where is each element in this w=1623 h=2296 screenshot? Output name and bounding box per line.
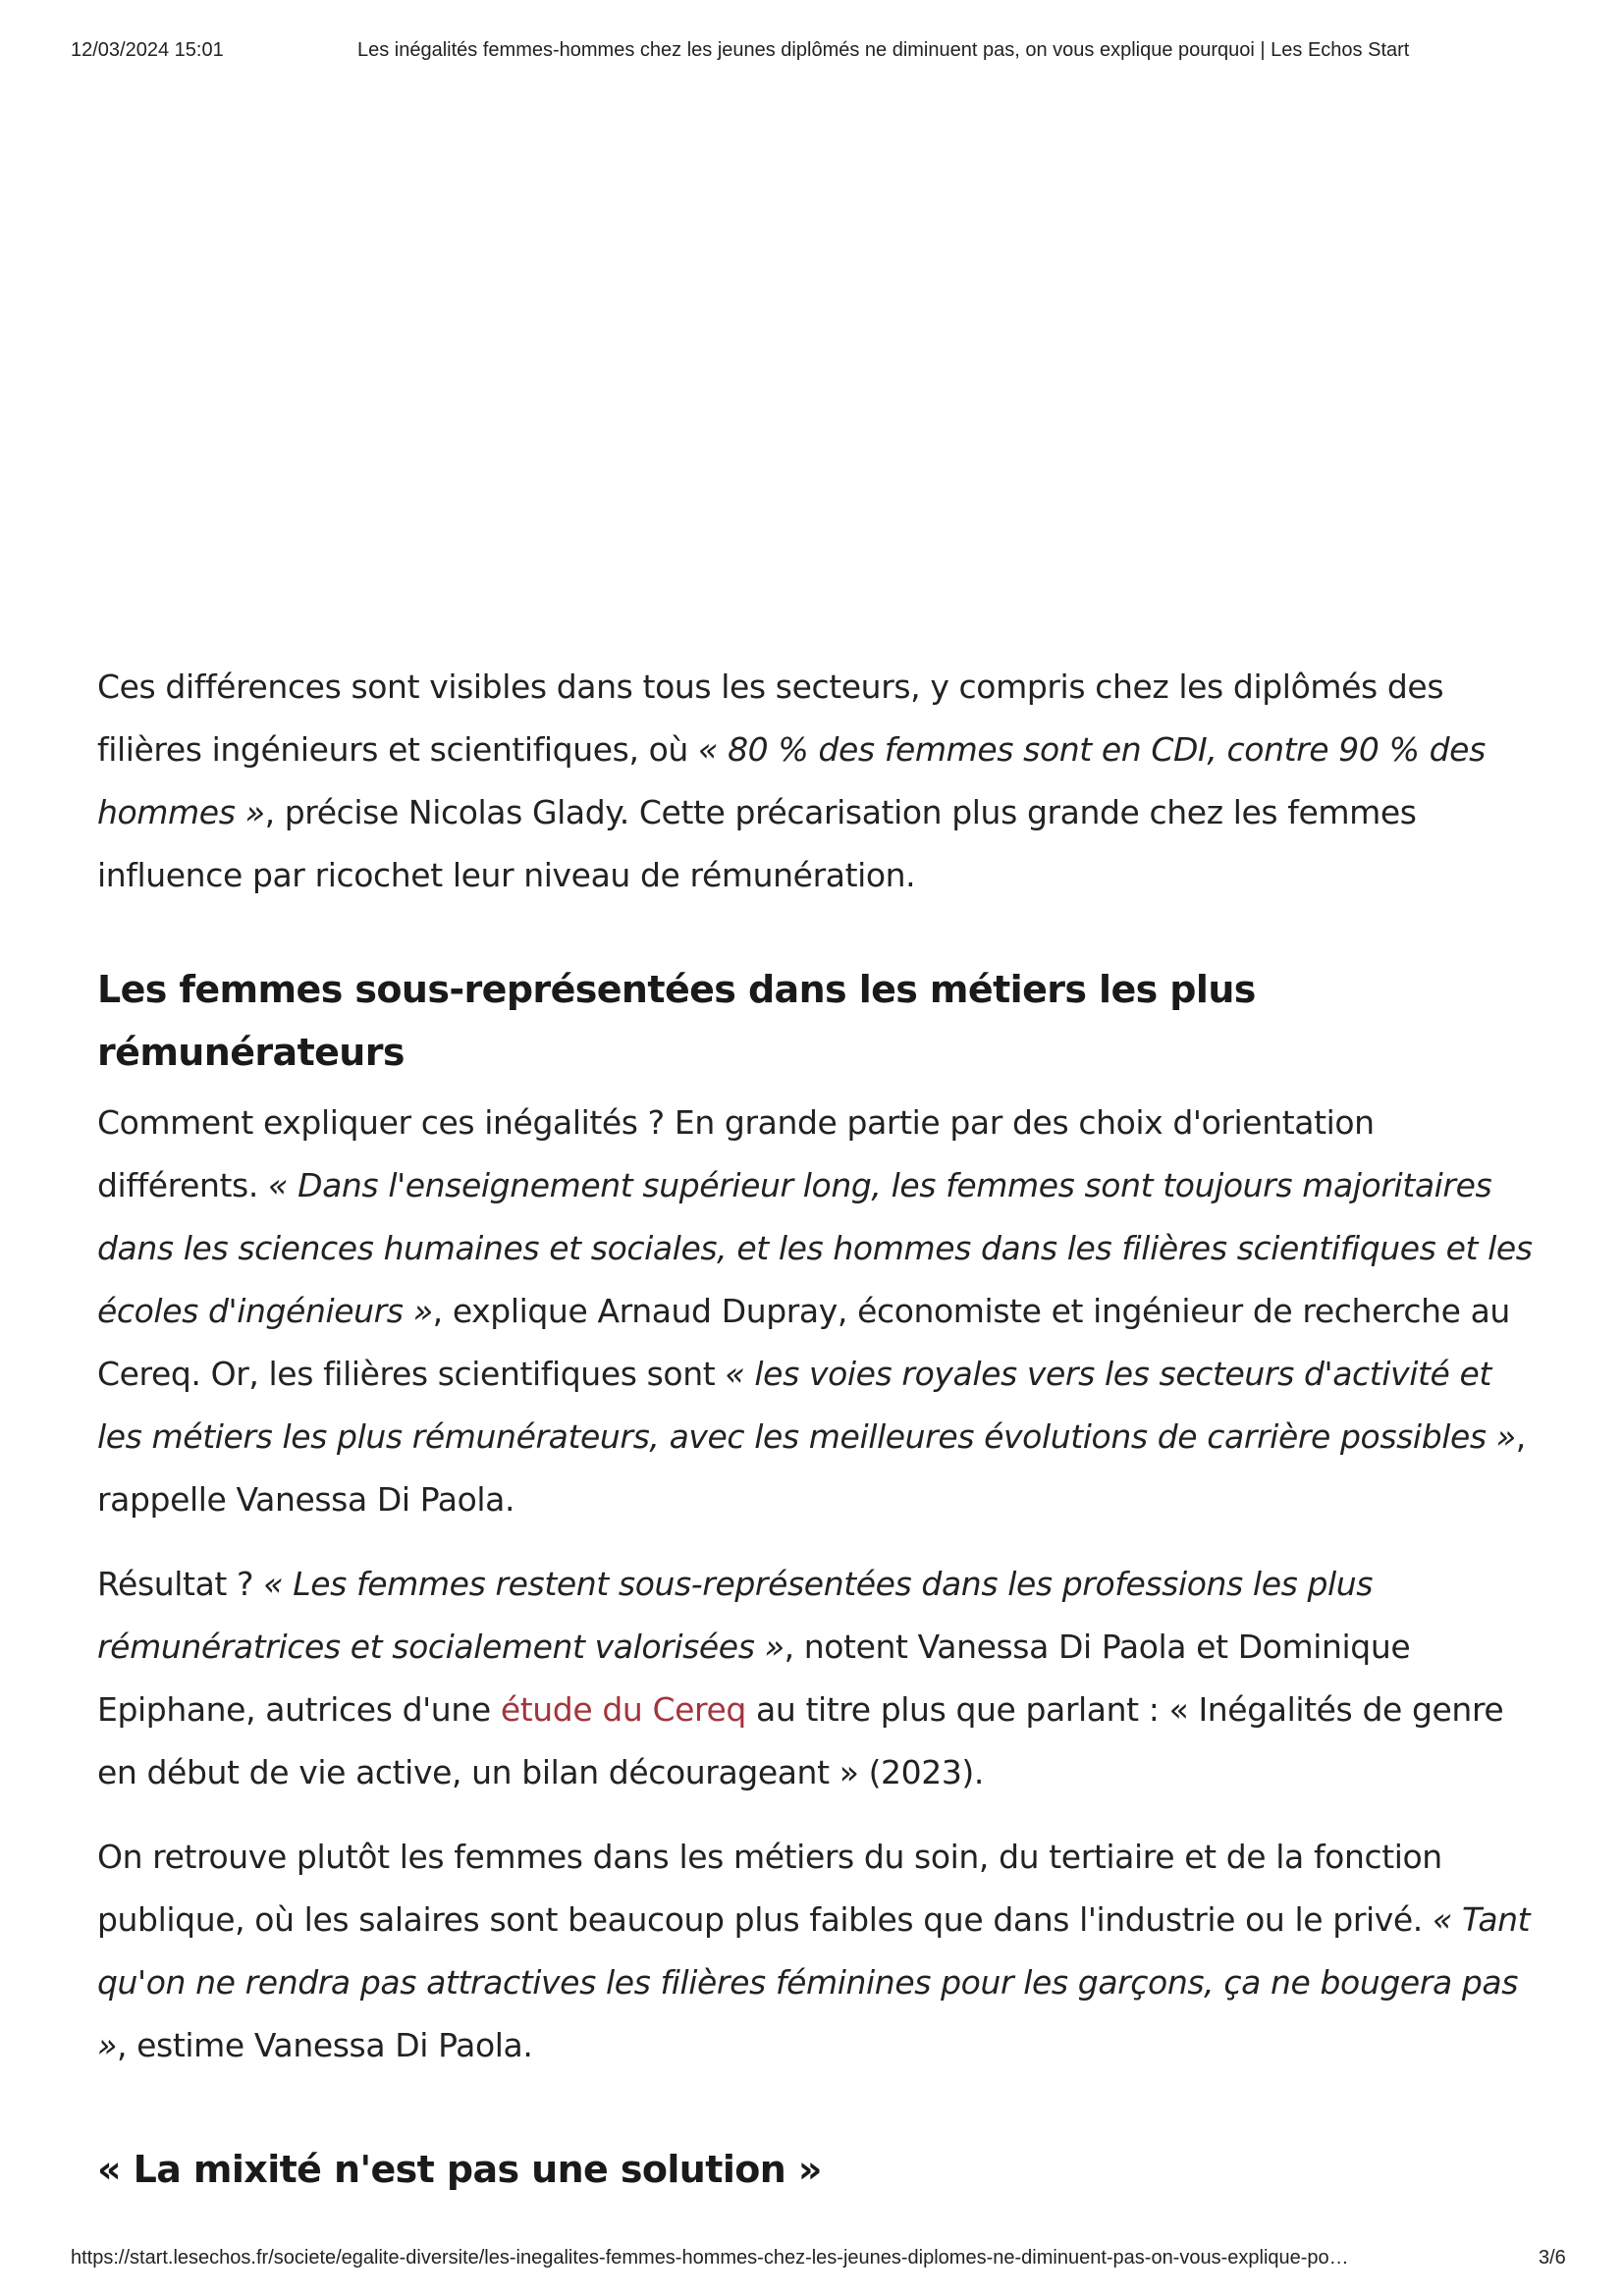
- quote: « 80 % des femmes sont en CDI, contre 90 % des hommes »: [97, 730, 1486, 831]
- paragraph-text: , estime Vanessa Di Paola.: [116, 2026, 533, 2064]
- paragraph-text: au titre plus que parlant : « Inégalités de genre en début de vie active, un bilan décourageant » (2023).: [97, 1690, 1504, 1791]
- print-date: 12/03/2024 15:01: [71, 39, 224, 61]
- paragraph-result: [97, 1553, 1541, 1804]
- paragraph-text: , notent Vanessa Di Paola et Dominique Epiphane, autrices d'une: [97, 1628, 1411, 1729]
- quote: « Les femmes restent sous-représentées dans les professions les plus rémunératrices et socialement valorisées »: [97, 1565, 1374, 1666]
- paragraph-text: On retrouve plutôt les femmes dans les métiers du soin, du tertiaire et de la fonction publique, où les salaires sont beaucoup plus faibles que dans l'industrie ou le privé.: [97, 1838, 1442, 1939]
- cereq-study-link[interactable]: étude du Cereq: [500, 1690, 746, 1729]
- paragraph-care-jobs: [97, 1826, 1541, 2077]
- print-header: [71, 39, 1535, 69]
- print-page-title: Les inégalités femmes-hommes chez les jeunes diplômés ne diminuent pas, on vous explique pourquoi | Les Echos Start: [357, 39, 1410, 61]
- quote: « les voies royales vers les secteurs d'activité et les métiers les plus rémunérateurs, avec les meilleures évolutions de carrière possibles »: [97, 1355, 1516, 1456]
- paragraph-text: , rappelle Vanessa Di Paola.: [97, 1417, 1526, 1519]
- quote: « Dans l'enseignement supérieur long, les femmes sont toujours majoritaires dans les sciences humaines et sociales, et les hommes dans les filières scientifiques et les écoles d'ingénieurs »: [97, 1166, 1533, 1330]
- paragraph-text: Résultat ?: [97, 1565, 264, 1603]
- paragraph-text: , explique Arnaud Dupray, économiste et ingénieur de recherche au Cereq. Or, les filières scientifiques sont: [97, 1292, 1510, 1393]
- section-heading-underrepresented: Les femmes sous-représentées dans les métiers les plus rémunérateurs: [97, 968, 1256, 1074]
- quote: « Tant qu'on ne rendra pas attractives les filières féminines pour les garçons, ça ne bougera pas »: [97, 1900, 1531, 2064]
- paragraph-orientation: [97, 1092, 1541, 1531]
- paragraph-text: Ces différences sont visibles dans tous les secteurs, y compris chez les diplômés des filières ingénieurs et scientifiques, où: [97, 667, 1444, 769]
- print-url: https://start.lesechos.fr/societe/egalite-diversite/les-inegalites-femmes-hommes-chez-les-jeunes-diplomes-ne-diminuent-pas-on-vous-explique-po…: [71, 2247, 1349, 2269]
- page-number: 3/6: [1539, 2247, 1566, 2269]
- paragraph-text: Comment expliquer ces inégalités ? En grande partie par des choix d'orientation différents.: [97, 1103, 1375, 1204]
- section-heading-mixite: « La mixité n'est pas une solution »: [97, 2148, 822, 2191]
- article-body: [97, 656, 1541, 2201]
- paragraph-cdi: [97, 656, 1541, 907]
- print-footer: [71, 2247, 1564, 2276]
- paragraph-text: , précise Nicolas Glady. Cette précarisation plus grande chez les femmes influence par ricochet leur niveau de rémunération.: [97, 793, 1417, 894]
